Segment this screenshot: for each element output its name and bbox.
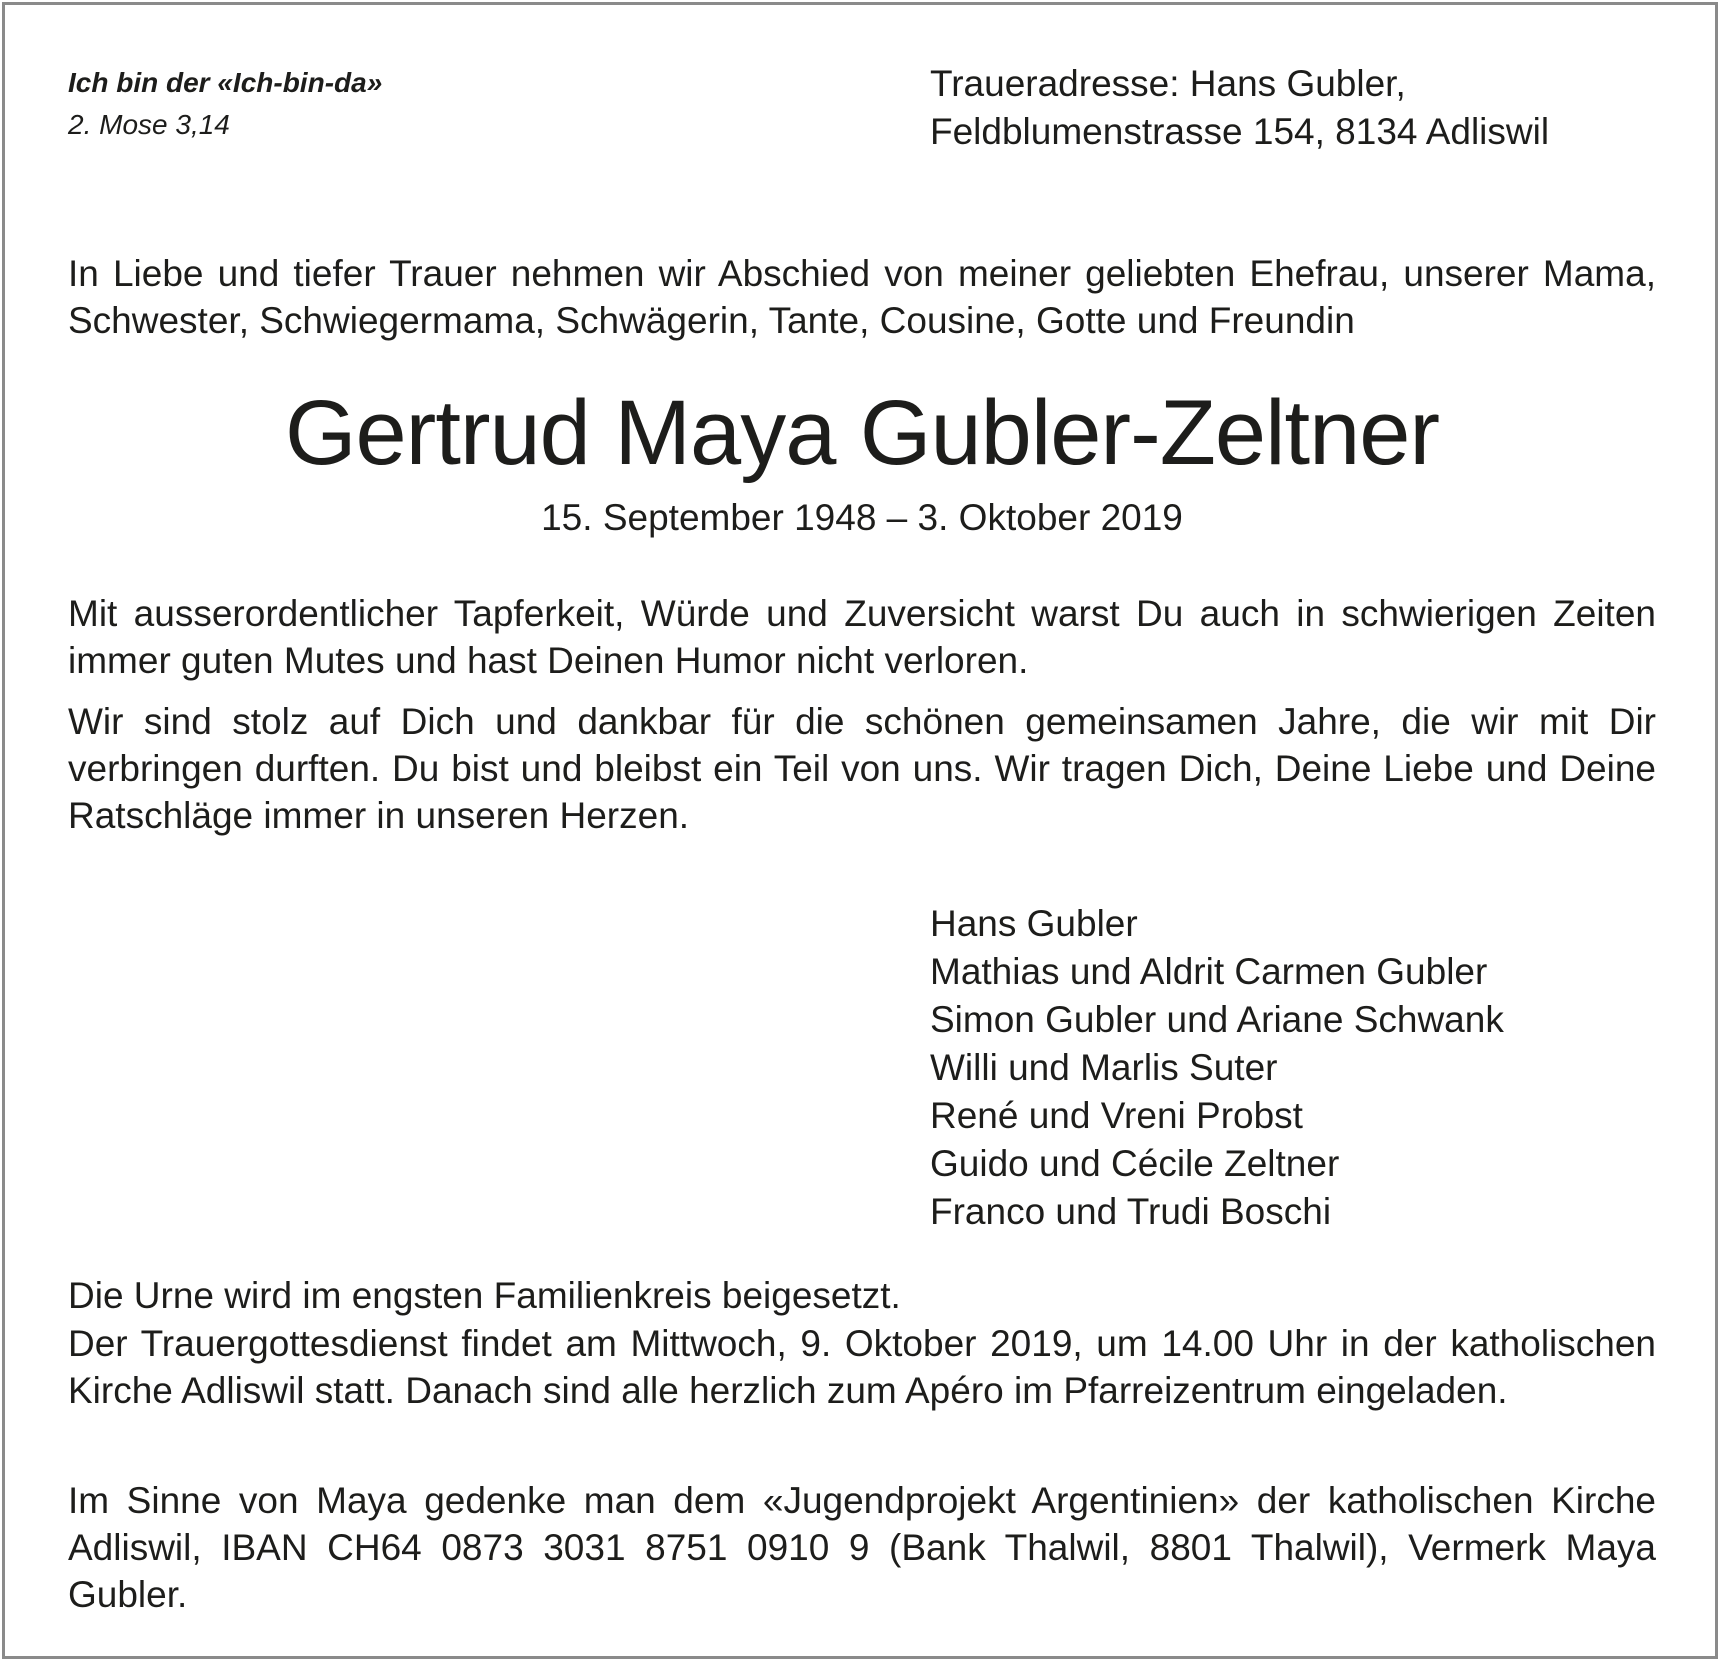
family-member: Mathias und Aldrit Carmen Gubler	[930, 951, 1488, 992]
family-member: Guido und Cécile Zeltner	[930, 1143, 1340, 1184]
deceased-name: Gertrud Maya Gubler-Zeltner	[284, 382, 1440, 484]
family-member: René und Vreni Probst	[930, 1095, 1303, 1136]
tribute-paragraph-2: Wir sind stolz auf Dich und dankbar für die schönen gemeinsamen Jahre, die wir mit Dir verbringen durften. Du bist und bleibst ein Teil von uns. Wir tragen Dich, Deine Liebe und Deine Ratschläge immer in unseren Herzen.	[68, 701, 1656, 836]
family-member: Willi und Marlis Suter	[930, 1047, 1278, 1088]
tribute-paragraph-1: Mit ausserordentlicher Tapferkeit, Würde und Zuversicht warst Du auch in schwierigen Zeiten immer guten Mutes und hast Deinen Humor nicht verloren.	[68, 593, 1656, 681]
urn-notice: Die Urne wird im engsten Familienkreis beigesetzt.	[68, 1275, 901, 1316]
intro-text: In Liebe und tiefer Trauer nehmen wir Abschied von meiner geliebten Ehefrau, unserer Mama, Schwester, Schwiegermama, Schwägerin, Tante, Cousine, Gotte und Freundin	[68, 253, 1656, 341]
motto-block	[68, 62, 382, 146]
motto-reference: 2. Mose 3,14	[68, 109, 230, 140]
mourning-address	[930, 60, 1549, 156]
donation-notice: Im Sinne von Maya gedenke man dem «Jugendprojekt Argentinien» der katholischen Kirche Adliswil, IBAN CH64 0873 3031 8751 0910 9 (Bank Thalwil, 8801 Thalwil), Vermerk Maya Gubler.	[68, 1480, 1656, 1615]
life-dates: 15. September 1948 – 3. Oktober 2019	[541, 497, 1183, 538]
family-member: Simon Gubler und Ariane Schwank	[930, 999, 1504, 1040]
address-line-2: Feldblumenstrasse 154, 8134 Adliswil	[930, 111, 1550, 152]
service-notice: Der Trauergottesdienst findet am Mittwoch, 9. Oktober 2019, um 14.00 Uhr in der katholischen Kirche Adliswil statt. Danach sind alle herzlich zum Apéro im Pfarreizentrum eingeladen.	[68, 1323, 1656, 1411]
family-member: Franco und Trudi Boschi	[930, 1191, 1332, 1232]
family-list	[930, 900, 1504, 1236]
motto-quote: Ich bin der «Ich-bin-da»	[68, 67, 383, 98]
family-member: Hans Gubler	[930, 903, 1138, 944]
address-line-1: Traueradresse: Hans Gubler,	[930, 63, 1406, 104]
